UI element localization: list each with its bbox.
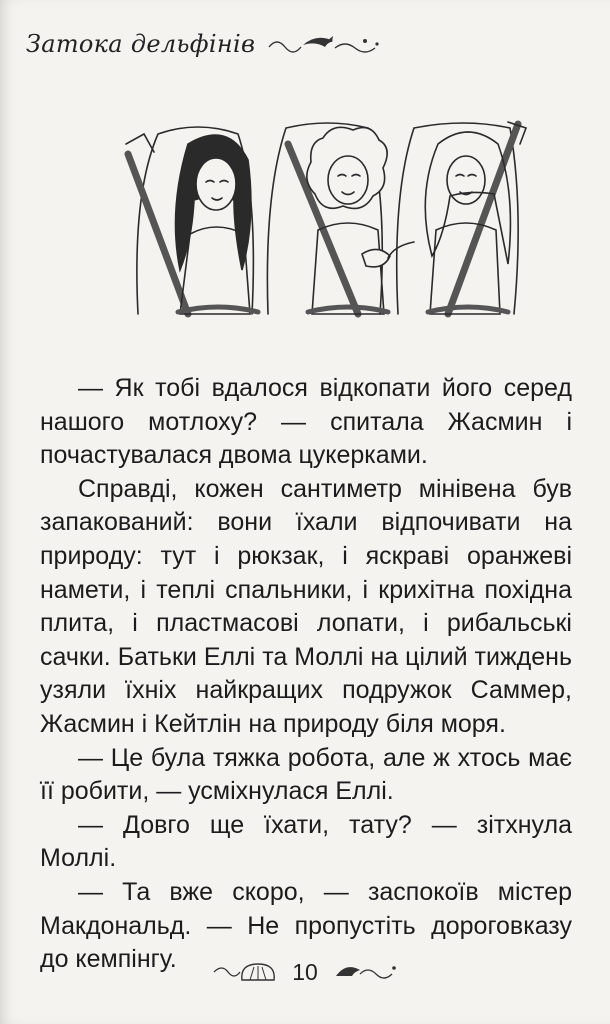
three-girls-in-car-seatbelts-illustration <box>118 114 538 336</box>
shell-ornament-icon <box>212 960 276 984</box>
paragraph: — Це була тяжка робота, але ж хтось має її робити, — усміхнулася Еллі. <box>40 743 572 806</box>
page-number: 10 <box>292 958 318 985</box>
wave-ornament-icon <box>334 960 398 984</box>
paragraph: — Довго ще їхати, тату? — зітхнула Моллі. <box>40 810 572 873</box>
paragraph: — Та вже скоро, — заспокоїв містер Макдональд. — Не пропустіть дороговказу до кемпінгу. <box>40 877 572 974</box>
page-footer <box>0 954 610 990</box>
book-title: Затока дельфінів <box>26 30 256 58</box>
dolphin-wave-ornament-icon <box>265 33 385 55</box>
paragraph: Справді, кожен сантиметр мінівена був запакований: вони їхали відпочивати на природу: тут і рюкзак, і яскраві оранжеві намети, і теплі спальники, і крихітна похідна плита, і пластмасові лопати, і рибальські сачки. Батьки Еллі та Моллі на цілий тиждень узяли їхніх найкращих подружок Саммер, Жасмин і Кейтлін на природу біля моря. <box>40 474 572 738</box>
running-header <box>26 26 586 62</box>
paragraph: — Як тобі вдалося відкопати його серед нашого мотлоху? — спитала Жасмин і почастувалася двома цукерками. <box>40 374 572 470</box>
story-text <box>40 372 572 977</box>
